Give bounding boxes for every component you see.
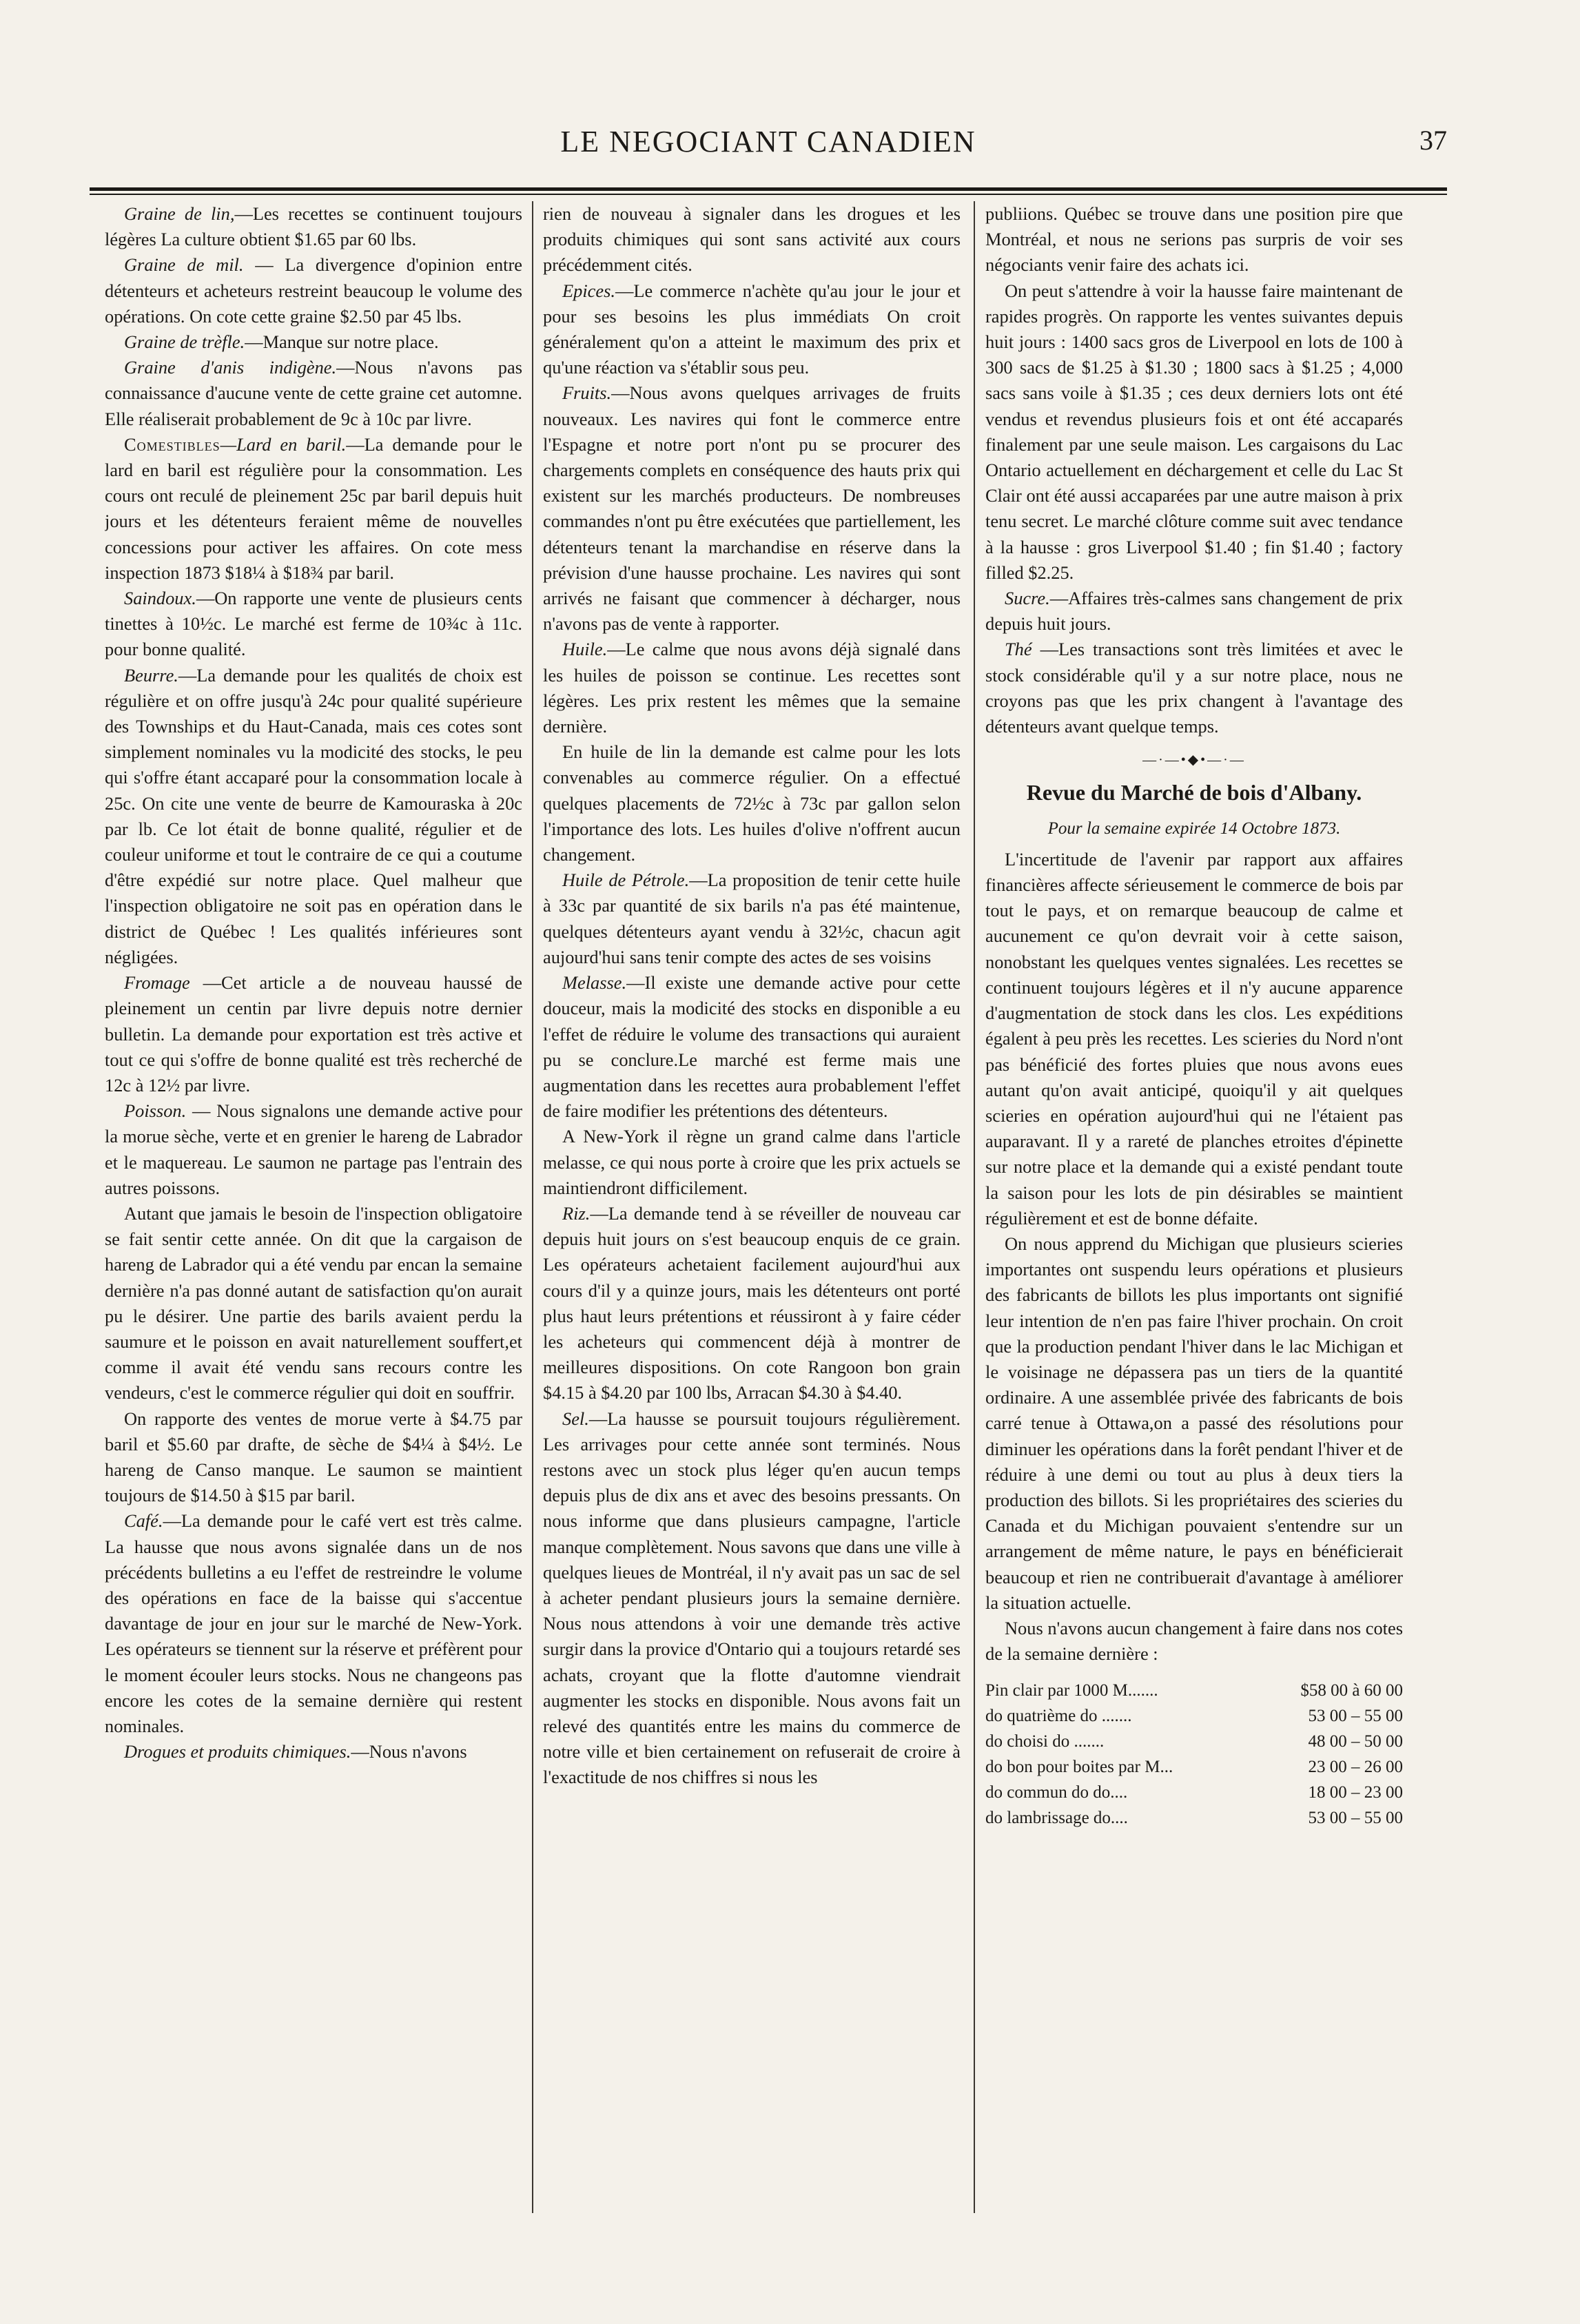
- paragraph: [543, 1124, 961, 1201]
- paragraph: [105, 1201, 522, 1406]
- paragraph-lead: Fromage: [124, 972, 190, 994]
- paragraph: [543, 1201, 961, 1406]
- price-value: 23 00 – 26 00: [1308, 1758, 1403, 1777]
- paragraph-lead: Epices.: [562, 280, 615, 301]
- paragraph-text: L'incertitude de l'avenir par rapport aux affaires financières affecte sérieusement le commerce de bois par tout le pays, et on remarque beaucoup de calme et aucunement ce qu'on devrait voir à cette saison, nonobstant les quelques ventes signalées. Les recettes se continuent toujours légères et il n'y aucune apparence d'augmentation de stock dans les clos. Les expéditions égalent à peu près les recettes. Les scieries du Nord n'ont pas bénéficié des fortes pluies que nous avons eues autant qu'on avait anticipé, quoiqu'il y ait quelques scieries en opération aujourd'hui qui ne l'étaient pas auparavant. Il y a rareté de planches etroites d'épinette sur notre place et la demande qui a existé pendant toute la saison pour les lots de pin désirables se maintient régulièrement et est de bonne défaite.: [985, 848, 1403, 1228]
- paragraph: [543, 278, 961, 381]
- paragraph-text: A New-York il règne un grand calme dans l'article melasse, ce qui nous porte à croire que les prix actuels se maintiendront difficilement.: [543, 1126, 961, 1198]
- page-number: 37: [1419, 125, 1447, 156]
- price-row: [985, 1729, 1403, 1754]
- page-header: [90, 124, 1447, 165]
- paragraph: [543, 867, 961, 970]
- column-2: [543, 201, 961, 2213]
- paragraph: [105, 201, 522, 252]
- paragraph-text: —On rapporte une vente de plusieurs cents tinettes à 10½c. Le marché est ferme de 10¾c à 11c. pour bonne qualité.: [105, 588, 522, 660]
- paragraph: [543, 637, 961, 739]
- paragraph-text: —La demande pour les qualités de choix est régulière et on offre jusqu'à 24c pour qualité supérieure des Townships et du Haut-Canada, mais ces cotes sont simplement nominales vu la modicité des stocks, le peu qui s'offre étant accaparé pour la consommation locale à 25c. On cite une vente de beurre de Kamouraska à 20c par lb. Ce lot était de bonne qualité, régulier et de couleur uniforme et tout le contraire de ce qui a coutume d'être expédié sur notre place. Quel malheur que l'inspection obligatoire ne soit pas en opération dans le district de Québec ! Les qualités inférieures sont négligées.: [105, 664, 522, 967]
- price-item: do lambrissage do....: [985, 1809, 1128, 1828]
- price-item: do commun do do....: [985, 1783, 1128, 1802]
- paragraph: [105, 1406, 522, 1509]
- price-value: 48 00 – 50 00: [1308, 1732, 1403, 1751]
- paragraph: [105, 663, 522, 970]
- paragraph: [543, 970, 961, 1124]
- paragraph: [543, 201, 961, 278]
- paragraph-lead: Graine de mil.: [124, 254, 244, 276]
- newspaper-title: LE NEGOCIANT CANADIEN: [560, 125, 976, 158]
- header-rule-thin: [90, 194, 1447, 195]
- paragraph-text: —Nous avons quelques arrivages de fruits nouveaux. Les navires qui font le commerce entre l'Espagne et notre port n'ont pu se procurer des chargements complets en conséquence des hauts prix qui existent sur les marchés producteurs. De nombreuses commandes n'ont pu être exécutées que partiellement, les détenteurs tenant la marchandise en réserve dans la prévision d'une hausse prochaine. Les navires qui sont arrivés ne faisant que commencer à décharger, nous n'avons pas de vente à rapporter.: [543, 382, 961, 635]
- paragraph-lead: Graine de trèfle.: [124, 331, 245, 353]
- price-value: 18 00 – 23 00: [1308, 1783, 1403, 1802]
- paragraph-text: —Le commerce n'achète qu'au jour le jour et pour ses besoins les plus immédiats On croit généralement qu'on a atteint le maximum des prix et qu'une réaction va s'établir sous peu.: [543, 280, 961, 378]
- paragraph: [105, 1739, 522, 1765]
- section-subtitle: Pour la semaine expirée 14 Octobre 1873.: [1047, 819, 1341, 838]
- paragraph-text: rien de nouveau à signaler dans les drogues et les produits chimiques qui sont sans activité aux cours précédemment cités.: [543, 203, 961, 276]
- paragraph-text: On peut s'attendre à voir la hausse faire maintenant de rapides progrès. On rapporte les ventes suivantes depuis huit jours : 1400 sacs gros de Liverpool en lots de 100 à 300 sacs de $1.25 à $1.30 ; 1800 sacs à $1.25 ; 4,000 sacs sans voile à $1.35 ; ces deux derniers lots ont été vendus et revendus plusieurs fois et ont été accaparés finalement par une seule maison. Les cargaisons du Lac Ontario actuellement en déchargement et celle du Lac St Clair ont été aussi accaparées par une autre maison à prix tenu secret. Le marché clôture comme suit avec tendance à la hausse : gros Liverpool $1.40 ; fin $1.40 ; factory filled $2.25.: [985, 280, 1403, 583]
- paragraph: [985, 1231, 1403, 1616]
- section-heading: Comestibles: [124, 433, 220, 455]
- paragraph-text: —La demande pour le lard en baril est régulière pour la consommation. Les cours ont reculé de pleinement 25c par baril depuis huit jours et les détenteurs feraient même de nouvelles concessions pour activer les affaires. On cote mess inspection 1873 $18¼ à $18¾ par baril.: [105, 433, 522, 583]
- paragraph: [105, 329, 522, 355]
- paragraph: [985, 201, 1403, 278]
- paragraph-lead: Melasse.: [562, 972, 627, 994]
- paragraph-lead: Fruits.: [562, 382, 612, 404]
- paragraph-lead: Café.: [124, 1510, 163, 1532]
- paragraph-text: En huile de lin la demande est calme pour les lots convenables au commerce régulier. On a effectué quelques placements de 72½c à 73c par gallon selon l'importance des lots. Les huiles d'olive n'offrent aucun changement.: [543, 741, 961, 865]
- paragraph-text: — Nous signalons une demande active pour la morue sèche, verte et en grenier le hareng de Labrador et le maquereau. Le saumon ne partage pas l'entrain des autres poissons.: [105, 1100, 522, 1198]
- paragraph-text: On rapporte des ventes de morue verte à $4.75 par baril et $5.60 par drafte, de sèche de $4¼ à $4½. Le hareng de Canso manque. Le saumon se maintient toujours de $14.50 à $15 par baril.: [105, 1408, 522, 1506]
- paragraph-text: —Nous n'avons pas connaissance d'aucune vente de cette graine cet automne. Elle réaliserait probablement de 9c à 10c par livre.: [105, 357, 522, 429]
- paragraph-lead: Drogues et produits chimiques.: [124, 1741, 351, 1762]
- paragraph-lead: Huile.: [562, 639, 608, 660]
- paragraph-lead: Poisson.: [124, 1100, 187, 1122]
- paragraph-text: —Manque sur notre place.: [245, 331, 439, 353]
- paragraph: [105, 432, 522, 586]
- paragraph: [105, 970, 522, 1098]
- section-title: Revue du Marché de bois d'Albany.: [1026, 780, 1362, 805]
- column-3-market-report: [985, 201, 1403, 739]
- paragraph-lead: Beurre.: [124, 664, 178, 686]
- paragraph: [105, 1098, 522, 1201]
- paragraph: [105, 355, 522, 432]
- paragraph-text: —Les recettes se continuent toujours légères La culture obtient $1.65 par 60 lbs.: [105, 203, 522, 250]
- paragraph: [985, 637, 1403, 739]
- paragraph-text: —La demande tend à se réveiller de nouveau car depuis huit jours on s'est beaucoup enquis de ce grain. Les opérateurs achetaient facilement aujourd'hui aux cours d'il y a quinze jours, mais les détenteurs ont porté plus haut leurs prétentions et réussiront à y faire céder les acheteurs qui commencent déjà à montrer de meilleures dispositions. On cote Rangoon bon grain $4.15 à $4.20 par 100 lbs, Arracan $4.30 à $4.40.: [543, 1202, 961, 1403]
- price-item: do choisi do .......: [985, 1732, 1105, 1751]
- price-item: Pin clair par 1000 M.......: [985, 1681, 1158, 1700]
- paragraph-text: —La demande pour le café vert est très calme. La hausse que nous avons signalée dans un de nos précédents bulletins a eu l'effet de restreindre le volume des opérations en face de la baisse qui s'accentue davantage de jour en jour sur le marché de New-York. Les opérateurs se tiennent sur la réserve et préfèrent pour le moment écouler leurs stocks. Nous ne changeons pas encore les cotes de la semaine dernière qui restent nominales.: [105, 1510, 522, 1736]
- price-row: [985, 1678, 1403, 1703]
- paragraph: [985, 1616, 1403, 1667]
- price-row: [985, 1805, 1403, 1831]
- paragraph-lead: Sel.: [562, 1408, 589, 1429]
- paragraph: [105, 1508, 522, 1739]
- paragraph: [985, 847, 1403, 1231]
- paragraph-lead: Graine d'anis indigène.: [124, 357, 337, 378]
- section-ornament: —·—•◆•—·—: [1142, 752, 1246, 768]
- column-1: [105, 201, 522, 2213]
- paragraph: [543, 1406, 961, 1791]
- paragraph-lead: Riz.: [562, 1202, 591, 1224]
- paragraph: [543, 380, 961, 637]
- paragraph-text: —Affaires très-calmes sans changement de prix depuis huit jours.: [985, 588, 1403, 635]
- paragraph-text: publiions. Québec se trouve dans une position pire que Montréal, et nous ne serions pas surpris de voir ses négociants venir faire des achats ici.: [985, 203, 1403, 276]
- paragraph-text: —Cet article a de nouveau haussé de pleinement un centin par livre depuis notre dernier bulletin. La demande pour exportation est très active et tout ce qui s'offre de bonne qualité est très recherché de 12c à 12½ par livre.: [105, 972, 522, 1096]
- paragraph: [105, 252, 522, 329]
- paragraph-lead: Sucre.: [1005, 588, 1050, 609]
- paragraph-text: —Il existe une demande active pour cette douceur, mais la modicité des stocks en disponible a eu l'effet de réduire le volume des transactions qui auraient pu se conclure.Le marché est ferme mais une augmentation dans les recettes aura probablement l'effet de faire modifier les prétentions des détenteurs.: [543, 972, 961, 1122]
- price-value: 53 00 – 55 00: [1308, 1809, 1403, 1828]
- paragraph: [105, 586, 522, 663]
- price-row: [985, 1754, 1403, 1780]
- paragraph-text: —Les transactions sont très limitées et avec le stock considérable qu'il y a sur notre place, nous ne croyons pas que les prix changent à l'avantage des détenteurs avant quelque temps.: [985, 639, 1403, 737]
- price-item: do bon pour boites par M...: [985, 1758, 1173, 1777]
- paragraph-text: —Nous n'avons: [351, 1741, 467, 1762]
- paragraph-lead: Thé: [1005, 639, 1032, 660]
- paragraph-text: Autant que jamais le besoin de l'inspection obligatoire se fait sentir cette année. On dit que la cargaison de hareng de Labrador qui a été vendu par encan la semaine dernière n'a pas donné autant de satisfaction qu'on aurait pu le désirer. Une partie des barils avaient perdu la saumure et le poisson en avait naturellement souffert,et comme il avait été vendu sans recours contre les vendeurs, c'est le commerce régulier qui doit en souffrir.: [105, 1202, 522, 1403]
- column-divider: [532, 201, 533, 2213]
- price-row: [985, 1703, 1403, 1729]
- paragraph: [985, 278, 1403, 586]
- price-row: [985, 1780, 1403, 1805]
- paragraph-text: —Le calme que nous avons déjà signalé dans les huiles de poisson se continue. Les recettes sont légères. Les prix restent les mêmes que la semaine dernière.: [543, 639, 961, 737]
- paragraph-lead: Graine de lin,: [124, 203, 235, 224]
- price-item: do quatrième do .......: [985, 1707, 1132, 1726]
- price-value: $58 00 à 60 00: [1300, 1681, 1403, 1700]
- column-3: [985, 201, 1403, 2213]
- header-rule-thick: [90, 187, 1447, 191]
- paragraph-text: —La proposition de tenir cette huile à 33c par quantité de six barils n'a pas été maintenue, quelques détenteurs ayant vendu à 32½c, chacun agit aujourd'hui sans tenir compte des actes de ses voisins: [543, 870, 961, 967]
- price-table: [985, 1678, 1403, 1831]
- paragraph-lead: Huile de Pétrole.: [562, 870, 690, 891]
- paragraph-text: —La hausse se poursuit toujours régulièrement. Les arrivages pour cette année sont terminés. Nous restons avec un stock plus léger qu'en aucun temps depuis plus de dix ans et avec des besoins pressants. On nous informe que dans plusieurs campagne, l'article manque complètement. Nous savons que dans une ville à quelques lieues de Montréal, il n'y avait pas un sac de sel à acheter pendant plusieurs jours la semaine dernière. Nous nous attendons à voir une demande très active surgir dans la provice d'Ontario qui a toujours retardé ses achats, croyant que la flotte d'automne viendrait augmenter les stocks en disponible. Nous avons fait un relevé des quantités entre les mains du commerce de notre ville et bien certainement on refuserait de croire à l'exactitude de nos chiffres si nous les: [543, 1408, 961, 1788]
- paragraph-lead: Saindoux.: [124, 588, 196, 609]
- column-divider: [974, 201, 975, 2213]
- paragraph: [543, 739, 961, 867]
- paragraph-text: Nous n'avons aucun changement à faire dans nos cotes de la semaine dernière :: [985, 1617, 1403, 1665]
- price-value: 53 00 – 55 00: [1308, 1707, 1403, 1726]
- column-3-lumber-report: [985, 847, 1403, 1667]
- paragraph-text: — La divergence d'opinion entre détenteurs et acheteurs restreint beaucoup le volume des opérations. On cote cette graine $2.50 par 45 lbs.: [105, 254, 522, 327]
- paragraph-lead: —Lard en baril.: [220, 433, 347, 455]
- paragraph: [985, 586, 1403, 637]
- paragraph-text: On nous apprend du Michigan que plusieurs scieries importantes ont suspendu leurs opérations et plusieurs des fabricants de billots les plus importants ont signifié leur intention de n'en pas faire l'hiver prochain. On croit que la production pendant l'hiver dans le lac Michigan et le voisinage ne dépassera pas un tiers de la quantité ordinaire. A une assemblée privée des fabricants de bois carré tenue à Ottawa,on a passé des résolutions pour diminuer les opérations dans la forêt pendant l'hiver et de réduire à une demi ou tout au plus à deux tiers la production des billots. Si les propriétaires des scieries du Canada et du Michigan pouvaient s'entendre sur un arrangement de même nature, le pays en bénéficierait beaucoup et rien ne contribuerait d'avantage à améliorer la situation actuelle.: [985, 1233, 1403, 1613]
